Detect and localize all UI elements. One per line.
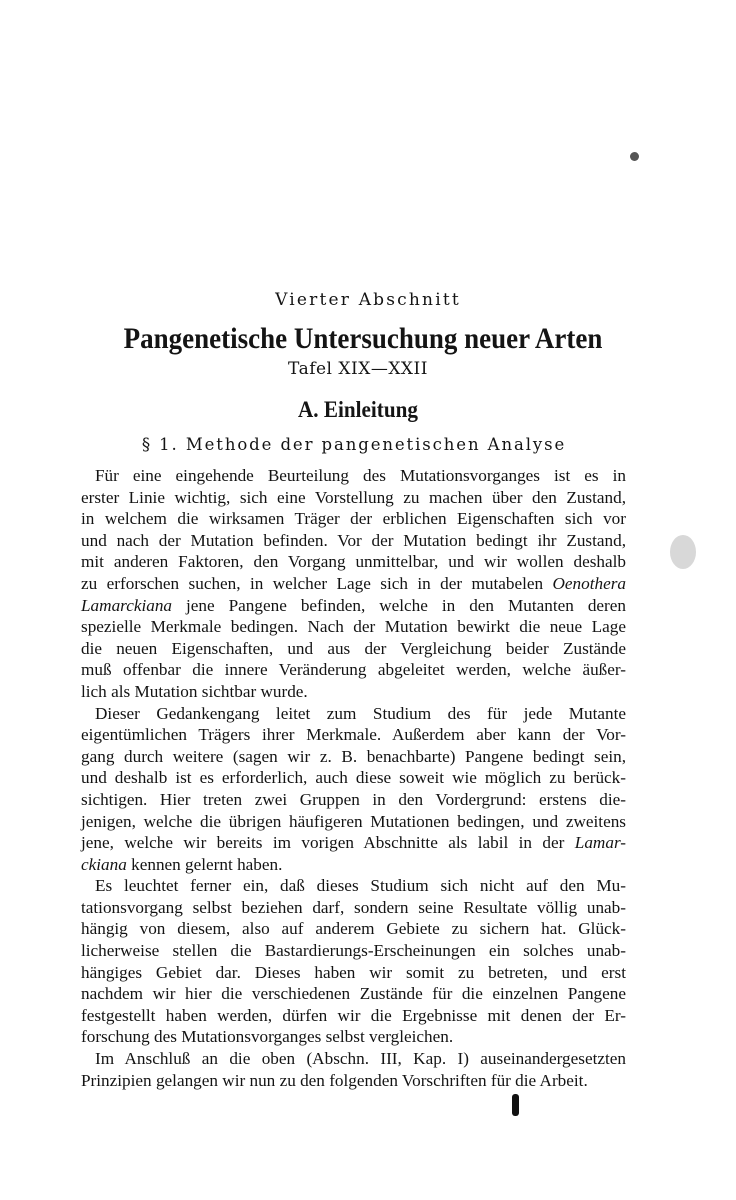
text-line: eigentümlichen Trägers ihrer Merkmale. Außerdem aber kann der Vor- <box>81 725 626 745</box>
text-line <box>81 854 626 876</box>
text-line: Dieser Gedankengang leitet zum Studium des für jede Mutante <box>95 703 626 723</box>
text-line <box>81 832 626 854</box>
text-line: und deshalb ist es erforderlich, auch diese soweit wie möglich zu berück- <box>81 768 626 788</box>
scan-speck <box>512 1094 519 1116</box>
text-line: hängiges Gebiet dar. Dieses haben wir somit zu betreten, und erst <box>81 962 626 982</box>
chapter-title: Pangenetische Untersuchung neuer Arten <box>123 322 603 355</box>
text-line <box>81 573 626 595</box>
text-line: die neuen Eigenschaften, und aus der Vergleichung beider Zustände <box>81 638 626 658</box>
text-line: Für eine eingehende Beurteilung des Mutationsvorganges ist es in <box>95 466 626 485</box>
text-line: Prinzipien gelangen wir nun zu den folgenden Vorschriften für die Arbeit. <box>81 1070 588 1090</box>
scan-speck <box>630 152 639 161</box>
text-line: mit anderen Faktoren, den Vorgang unmittelbar, und wir wollen deshalb <box>81 552 626 572</box>
text-segment: jene Pangene befinden, welche in den Mutanten deren <box>186 595 626 615</box>
section-label: Vierter Abschnitt <box>275 290 461 310</box>
text-line: gang durch weitere (sagen wir z. B. benachbarte) Pangene bedingt sein, <box>81 746 626 766</box>
text-line: tationsvorgang selbst beziehen darf, sondern seine Resultate völlig unab- <box>81 897 626 917</box>
text-line: muß offenbar die innere Veränderung abgeleitet werden, welche äußer- <box>81 660 626 680</box>
species-name: Lamar- <box>574 833 627 853</box>
body-text <box>81 465 626 1091</box>
species-name: Oenothera <box>552 573 626 593</box>
text-line: in welchem die wirksamen Träger der erblichen Eigenschaften sich vor <box>81 509 626 529</box>
species-name: ckiana <box>81 854 127 874</box>
text-line: festgestellt haben werden, dürfen wir die Ergebnisse mit denen der Er- <box>81 1005 626 1025</box>
text-line: Es leuchtet ferner ein, daß dieses Studium sich nicht auf den Mu- <box>95 876 626 896</box>
text-segment: kennen gelernt haben. <box>131 854 283 874</box>
plate-reference: Tafel XIX—XXII <box>288 359 428 379</box>
text-line: licherweise stellen die Bastardierungs-Erscheinungen ein solches unab- <box>81 941 626 961</box>
scan-speck <box>670 535 696 569</box>
text-line: sichtigen. Hier treten zwei Gruppen in den Vordergrund: erstens die- <box>81 789 626 809</box>
text-line: jenigen, welche die übrigen häufigeren Mutationen bedingen, und zweitens <box>81 811 626 831</box>
text-line: Im Anschluß an die oben (Abschn. III, Kap. I) auseinandergesetzten <box>95 1049 626 1069</box>
text-line: nachdem wir hier die verschiedenen Zustände für die einzelnen Pangene <box>81 984 626 1004</box>
text-line: spezielle Merkmale bedingen. Nach der Mutation bewirkt die neue Lage <box>81 617 626 637</box>
species-name: Lamarckiana <box>81 595 173 615</box>
text-line: forschung des Mutationsvorganges selbst vergleichen. <box>81 1027 454 1047</box>
text-line: und nach der Mutation befinden. Vor der Mutation bedingt ihr Zustand, <box>81 530 626 550</box>
text-line: erster Linie wichtig, sich eine Vorstellung zu machen über den Zustand, <box>81 487 626 507</box>
subsection-heading: A. Einleitung <box>298 397 418 422</box>
text-line <box>81 595 626 617</box>
text-line: hängig von diesem, also auf anderem Gebiete zu sichern hat. Glück- <box>81 919 626 939</box>
text-segment: zu erforschen suchen, in welcher Lage sich in der mutabelen <box>81 573 544 593</box>
text-line: lich als Mutation sichtbar wurde. <box>81 681 308 701</box>
text-segment: jene, welche wir bereits im vorigen Abschnitte als labil in der <box>81 833 565 853</box>
paragraph-heading: § 1. Methode der pangenetischen Analyse <box>141 435 567 454</box>
